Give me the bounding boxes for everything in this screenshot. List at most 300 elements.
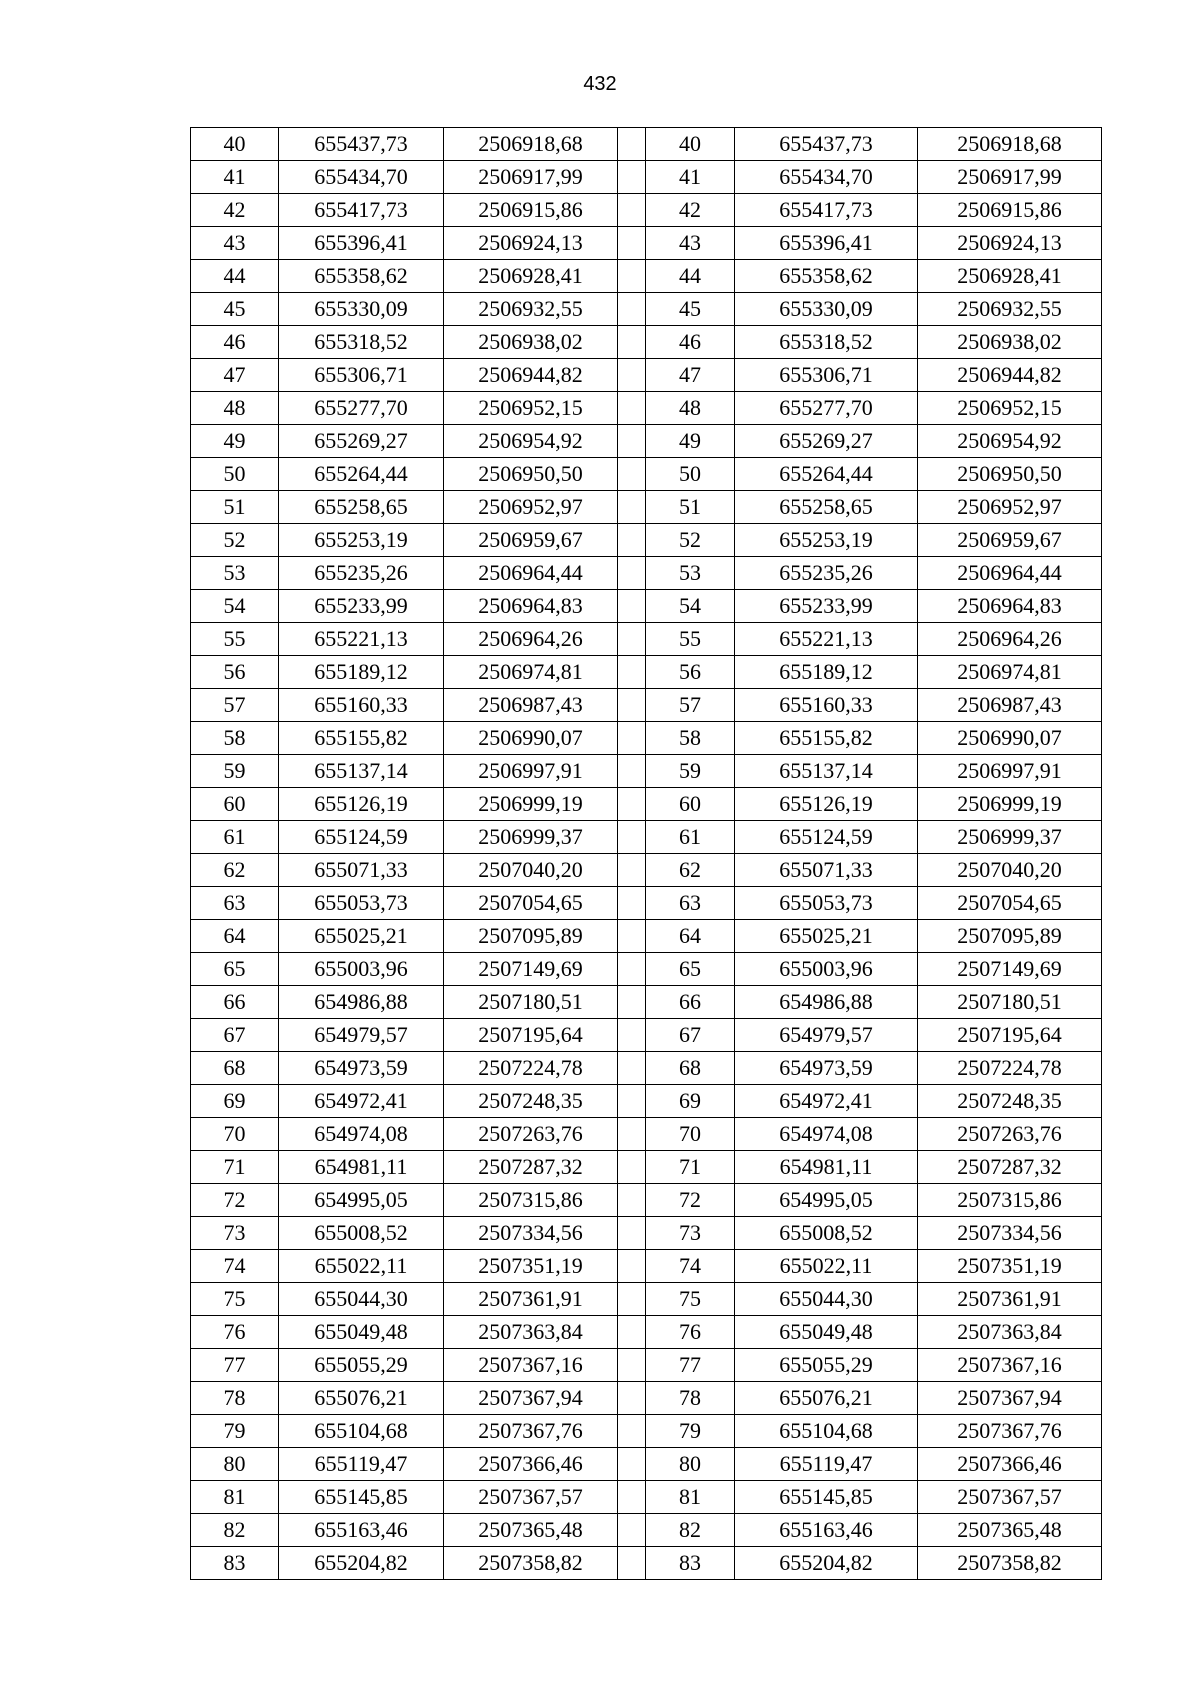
table-row	[191, 623, 1102, 656]
left-y-coordinate-cell: 2506928,41	[444, 260, 618, 293]
left-x-coordinate-cell: 654995,05	[279, 1184, 444, 1217]
right-point-number-cell: 43	[646, 227, 735, 260]
left-x-coordinate-cell: 654972,41	[279, 1085, 444, 1118]
right-point-number-cell: 64	[646, 920, 735, 953]
left-x-coordinate-cell: 655221,13	[279, 623, 444, 656]
table-row	[191, 458, 1102, 491]
left-x-coordinate-cell: 655124,59	[279, 821, 444, 854]
empty-separator-cell	[618, 1085, 646, 1118]
right-x-coordinate-cell: 654974,08	[735, 1118, 918, 1151]
right-x-coordinate-cell: 655437,73	[735, 128, 918, 161]
right-x-coordinate-cell: 655053,73	[735, 887, 918, 920]
empty-separator-cell	[618, 1151, 646, 1184]
right-y-coordinate-cell: 2507180,51	[918, 986, 1102, 1019]
left-point-number-cell: 52	[191, 524, 279, 557]
right-point-number-cell: 49	[646, 425, 735, 458]
left-point-number-cell: 79	[191, 1415, 279, 1448]
empty-separator-cell	[618, 1547, 646, 1580]
right-y-coordinate-cell: 2506924,13	[918, 227, 1102, 260]
left-y-coordinate-cell: 2507040,20	[444, 854, 618, 887]
left-point-number-cell: 58	[191, 722, 279, 755]
left-point-number-cell: 82	[191, 1514, 279, 1547]
right-point-number-cell: 72	[646, 1184, 735, 1217]
table-row	[191, 953, 1102, 986]
left-y-coordinate-cell: 2507351,19	[444, 1250, 618, 1283]
right-point-number-cell: 71	[646, 1151, 735, 1184]
left-y-coordinate-cell: 2507363,84	[444, 1316, 618, 1349]
right-x-coordinate-cell: 655235,26	[735, 557, 918, 590]
left-x-coordinate-cell: 655145,85	[279, 1481, 444, 1514]
left-x-coordinate-cell: 655258,65	[279, 491, 444, 524]
empty-separator-cell	[618, 1415, 646, 1448]
empty-separator-cell	[618, 425, 646, 458]
left-point-number-cell: 68	[191, 1052, 279, 1085]
empty-separator-cell	[618, 161, 646, 194]
right-y-coordinate-cell: 2507365,48	[918, 1514, 1102, 1547]
left-y-coordinate-cell: 2507367,94	[444, 1382, 618, 1415]
right-y-coordinate-cell: 2506952,15	[918, 392, 1102, 425]
left-y-coordinate-cell: 2507358,82	[444, 1547, 618, 1580]
right-point-number-cell: 40	[646, 128, 735, 161]
empty-separator-cell	[618, 722, 646, 755]
table-row	[191, 920, 1102, 953]
left-point-number-cell: 66	[191, 986, 279, 1019]
right-point-number-cell: 46	[646, 326, 735, 359]
table-row	[191, 194, 1102, 227]
left-x-coordinate-cell: 655253,19	[279, 524, 444, 557]
table-row	[191, 1316, 1102, 1349]
left-x-coordinate-cell: 654974,08	[279, 1118, 444, 1151]
left-x-coordinate-cell: 655071,33	[279, 854, 444, 887]
left-x-coordinate-cell: 655163,46	[279, 1514, 444, 1547]
right-point-number-cell: 82	[646, 1514, 735, 1547]
left-x-coordinate-cell: 655119,47	[279, 1448, 444, 1481]
right-y-coordinate-cell: 2506954,92	[918, 425, 1102, 458]
table-row	[191, 1283, 1102, 1316]
table-row	[191, 1415, 1102, 1448]
right-y-coordinate-cell: 2506964,44	[918, 557, 1102, 590]
right-y-coordinate-cell: 2507367,57	[918, 1481, 1102, 1514]
table-row	[191, 1085, 1102, 1118]
left-point-number-cell: 40	[191, 128, 279, 161]
left-x-coordinate-cell: 655053,73	[279, 887, 444, 920]
right-y-coordinate-cell: 2507363,84	[918, 1316, 1102, 1349]
left-y-coordinate-cell: 2507315,86	[444, 1184, 618, 1217]
right-y-coordinate-cell: 2507358,82	[918, 1547, 1102, 1580]
left-x-coordinate-cell: 655155,82	[279, 722, 444, 755]
right-x-coordinate-cell: 655204,82	[735, 1547, 918, 1580]
right-x-coordinate-cell: 655137,14	[735, 755, 918, 788]
right-point-number-cell: 79	[646, 1415, 735, 1448]
empty-separator-cell	[618, 194, 646, 227]
right-point-number-cell: 75	[646, 1283, 735, 1316]
right-y-coordinate-cell: 2507334,56	[918, 1217, 1102, 1250]
empty-separator-cell	[618, 458, 646, 491]
right-x-coordinate-cell: 655189,12	[735, 656, 918, 689]
table-row	[191, 656, 1102, 689]
right-y-coordinate-cell: 2507367,76	[918, 1415, 1102, 1448]
right-y-coordinate-cell: 2507367,94	[918, 1382, 1102, 1415]
left-y-coordinate-cell: 2507224,78	[444, 1052, 618, 1085]
empty-separator-cell	[618, 1349, 646, 1382]
left-point-number-cell: 44	[191, 260, 279, 293]
right-x-coordinate-cell: 655008,52	[735, 1217, 918, 1250]
right-x-coordinate-cell: 655003,96	[735, 953, 918, 986]
right-y-coordinate-cell: 2506928,41	[918, 260, 1102, 293]
left-x-coordinate-cell: 655160,33	[279, 689, 444, 722]
table-row	[191, 986, 1102, 1019]
empty-separator-cell	[618, 524, 646, 557]
left-point-number-cell: 73	[191, 1217, 279, 1250]
right-point-number-cell: 80	[646, 1448, 735, 1481]
table-row	[191, 1481, 1102, 1514]
empty-separator-cell	[618, 821, 646, 854]
left-point-number-cell: 63	[191, 887, 279, 920]
table-row	[191, 392, 1102, 425]
left-x-coordinate-cell: 655049,48	[279, 1316, 444, 1349]
left-point-number-cell: 41	[191, 161, 279, 194]
left-x-coordinate-cell: 655104,68	[279, 1415, 444, 1448]
table-row	[191, 1547, 1102, 1580]
right-x-coordinate-cell: 655253,19	[735, 524, 918, 557]
left-x-coordinate-cell: 655269,27	[279, 425, 444, 458]
left-point-number-cell: 69	[191, 1085, 279, 1118]
left-point-number-cell: 67	[191, 1019, 279, 1052]
table-row	[191, 128, 1102, 161]
left-point-number-cell: 42	[191, 194, 279, 227]
table-row	[191, 524, 1102, 557]
empty-separator-cell	[618, 1448, 646, 1481]
right-x-coordinate-cell: 655306,71	[735, 359, 918, 392]
right-y-coordinate-cell: 2506999,37	[918, 821, 1102, 854]
table-row	[191, 293, 1102, 326]
empty-separator-cell	[618, 359, 646, 392]
table-row	[191, 1448, 1102, 1481]
table-row	[191, 491, 1102, 524]
right-y-coordinate-cell: 2506987,43	[918, 689, 1102, 722]
table-row	[191, 788, 1102, 821]
right-x-coordinate-cell: 654995,05	[735, 1184, 918, 1217]
left-y-coordinate-cell: 2506924,13	[444, 227, 618, 260]
right-point-number-cell: 83	[646, 1547, 735, 1580]
left-point-number-cell: 55	[191, 623, 279, 656]
empty-separator-cell	[618, 1118, 646, 1151]
right-x-coordinate-cell: 655044,30	[735, 1283, 918, 1316]
table-row	[191, 1151, 1102, 1184]
right-point-number-cell: 67	[646, 1019, 735, 1052]
right-point-number-cell: 62	[646, 854, 735, 887]
left-point-number-cell: 78	[191, 1382, 279, 1415]
left-y-coordinate-cell: 2506932,55	[444, 293, 618, 326]
left-y-coordinate-cell: 2507361,91	[444, 1283, 618, 1316]
right-x-coordinate-cell: 654973,59	[735, 1052, 918, 1085]
left-y-coordinate-cell: 2506987,43	[444, 689, 618, 722]
right-x-coordinate-cell: 655269,27	[735, 425, 918, 458]
right-point-number-cell: 73	[646, 1217, 735, 1250]
right-y-coordinate-cell: 2506959,67	[918, 524, 1102, 557]
right-y-coordinate-cell: 2506950,50	[918, 458, 1102, 491]
right-point-number-cell: 81	[646, 1481, 735, 1514]
empty-separator-cell	[618, 1052, 646, 1085]
left-x-coordinate-cell: 655022,11	[279, 1250, 444, 1283]
left-x-coordinate-cell: 655126,19	[279, 788, 444, 821]
left-y-coordinate-cell: 2507180,51	[444, 986, 618, 1019]
left-x-coordinate-cell: 655044,30	[279, 1283, 444, 1316]
left-point-number-cell: 59	[191, 755, 279, 788]
right-y-coordinate-cell: 2506917,99	[918, 161, 1102, 194]
left-y-coordinate-cell: 2506964,83	[444, 590, 618, 623]
left-y-coordinate-cell: 2506944,82	[444, 359, 618, 392]
right-y-coordinate-cell: 2507366,46	[918, 1448, 1102, 1481]
left-x-coordinate-cell: 655417,73	[279, 194, 444, 227]
left-point-number-cell: 60	[191, 788, 279, 821]
right-x-coordinate-cell: 655071,33	[735, 854, 918, 887]
right-y-coordinate-cell: 2506938,02	[918, 326, 1102, 359]
left-x-coordinate-cell: 655025,21	[279, 920, 444, 953]
left-point-number-cell: 48	[191, 392, 279, 425]
table-row	[191, 359, 1102, 392]
right-x-coordinate-cell: 655318,52	[735, 326, 918, 359]
left-point-number-cell: 76	[191, 1316, 279, 1349]
left-x-coordinate-cell: 655055,29	[279, 1349, 444, 1382]
left-x-coordinate-cell: 654979,57	[279, 1019, 444, 1052]
empty-separator-cell	[618, 1283, 646, 1316]
right-x-coordinate-cell: 655330,09	[735, 293, 918, 326]
right-point-number-cell: 78	[646, 1382, 735, 1415]
left-x-coordinate-cell: 655434,70	[279, 161, 444, 194]
left-point-number-cell: 61	[191, 821, 279, 854]
left-y-coordinate-cell: 2507149,69	[444, 953, 618, 986]
right-x-coordinate-cell: 655417,73	[735, 194, 918, 227]
left-x-coordinate-cell: 655189,12	[279, 656, 444, 689]
right-x-coordinate-cell: 655076,21	[735, 1382, 918, 1415]
table-row	[191, 425, 1102, 458]
left-x-coordinate-cell: 655137,14	[279, 755, 444, 788]
left-x-coordinate-cell: 655076,21	[279, 1382, 444, 1415]
right-y-coordinate-cell: 2507195,64	[918, 1019, 1102, 1052]
left-x-coordinate-cell: 655003,96	[279, 953, 444, 986]
right-y-coordinate-cell: 2507361,91	[918, 1283, 1102, 1316]
right-x-coordinate-cell: 655055,29	[735, 1349, 918, 1382]
empty-separator-cell	[618, 1316, 646, 1349]
empty-separator-cell	[618, 920, 646, 953]
right-x-coordinate-cell: 655119,47	[735, 1448, 918, 1481]
empty-separator-cell	[618, 623, 646, 656]
left-y-coordinate-cell: 2506954,92	[444, 425, 618, 458]
empty-separator-cell	[618, 1382, 646, 1415]
left-point-number-cell: 81	[191, 1481, 279, 1514]
left-y-coordinate-cell: 2506999,37	[444, 821, 618, 854]
left-point-number-cell: 77	[191, 1349, 279, 1382]
table-row	[191, 1382, 1102, 1415]
left-y-coordinate-cell: 2507054,65	[444, 887, 618, 920]
right-point-number-cell: 53	[646, 557, 735, 590]
left-y-coordinate-cell: 2506990,07	[444, 722, 618, 755]
left-point-number-cell: 53	[191, 557, 279, 590]
table-row	[191, 1184, 1102, 1217]
table-row	[191, 1250, 1102, 1283]
empty-separator-cell	[618, 260, 646, 293]
right-point-number-cell: 57	[646, 689, 735, 722]
left-point-number-cell: 72	[191, 1184, 279, 1217]
right-y-coordinate-cell: 2506999,19	[918, 788, 1102, 821]
empty-separator-cell	[618, 590, 646, 623]
table-row	[191, 557, 1102, 590]
right-y-coordinate-cell: 2506952,97	[918, 491, 1102, 524]
right-point-number-cell: 61	[646, 821, 735, 854]
right-y-coordinate-cell: 2506918,68	[918, 128, 1102, 161]
coordinates-table	[190, 127, 1102, 1580]
table-row	[191, 1052, 1102, 1085]
left-y-coordinate-cell: 2506915,86	[444, 194, 618, 227]
right-x-coordinate-cell: 655155,82	[735, 722, 918, 755]
empty-separator-cell	[618, 986, 646, 1019]
right-point-number-cell: 44	[646, 260, 735, 293]
left-point-number-cell: 62	[191, 854, 279, 887]
right-point-number-cell: 68	[646, 1052, 735, 1085]
table-row	[191, 1118, 1102, 1151]
left-point-number-cell: 47	[191, 359, 279, 392]
right-x-coordinate-cell: 654979,57	[735, 1019, 918, 1052]
right-x-coordinate-cell: 655163,46	[735, 1514, 918, 1547]
left-y-coordinate-cell: 2506952,97	[444, 491, 618, 524]
right-x-coordinate-cell: 655358,62	[735, 260, 918, 293]
right-y-coordinate-cell: 2507287,32	[918, 1151, 1102, 1184]
empty-separator-cell	[618, 1514, 646, 1547]
right-point-number-cell: 50	[646, 458, 735, 491]
table-row	[191, 1514, 1102, 1547]
right-y-coordinate-cell: 2507263,76	[918, 1118, 1102, 1151]
left-y-coordinate-cell: 2507248,35	[444, 1085, 618, 1118]
right-y-coordinate-cell: 2507054,65	[918, 887, 1102, 920]
table-row	[191, 689, 1102, 722]
right-x-coordinate-cell: 655025,21	[735, 920, 918, 953]
right-point-number-cell: 56	[646, 656, 735, 689]
right-point-number-cell: 54	[646, 590, 735, 623]
right-x-coordinate-cell: 655264,44	[735, 458, 918, 491]
right-y-coordinate-cell: 2506990,07	[918, 722, 1102, 755]
left-point-number-cell: 49	[191, 425, 279, 458]
empty-separator-cell	[618, 557, 646, 590]
left-point-number-cell: 46	[191, 326, 279, 359]
right-x-coordinate-cell: 655022,11	[735, 1250, 918, 1283]
right-x-coordinate-cell: 655104,68	[735, 1415, 918, 1448]
left-x-coordinate-cell: 655306,71	[279, 359, 444, 392]
left-point-number-cell: 57	[191, 689, 279, 722]
left-x-coordinate-cell: 655330,09	[279, 293, 444, 326]
right-y-coordinate-cell: 2507149,69	[918, 953, 1102, 986]
right-point-number-cell: 69	[646, 1085, 735, 1118]
left-point-number-cell: 65	[191, 953, 279, 986]
empty-separator-cell	[618, 227, 646, 260]
left-y-coordinate-cell: 2507367,57	[444, 1481, 618, 1514]
left-point-number-cell: 71	[191, 1151, 279, 1184]
right-x-coordinate-cell: 655434,70	[735, 161, 918, 194]
right-x-coordinate-cell: 655124,59	[735, 821, 918, 854]
right-point-number-cell: 58	[646, 722, 735, 755]
empty-separator-cell	[618, 1019, 646, 1052]
table-row	[191, 260, 1102, 293]
empty-separator-cell	[618, 128, 646, 161]
empty-separator-cell	[618, 293, 646, 326]
empty-separator-cell	[618, 656, 646, 689]
right-y-coordinate-cell: 2507351,19	[918, 1250, 1102, 1283]
right-y-coordinate-cell: 2506974,81	[918, 656, 1102, 689]
left-x-coordinate-cell: 655008,52	[279, 1217, 444, 1250]
right-point-number-cell: 52	[646, 524, 735, 557]
table-row	[191, 821, 1102, 854]
left-x-coordinate-cell: 655437,73	[279, 128, 444, 161]
left-point-number-cell: 83	[191, 1547, 279, 1580]
left-point-number-cell: 75	[191, 1283, 279, 1316]
left-x-coordinate-cell: 655396,41	[279, 227, 444, 260]
empty-separator-cell	[618, 1481, 646, 1514]
coordinates-table-body	[191, 128, 1102, 1580]
left-y-coordinate-cell: 2506974,81	[444, 656, 618, 689]
table-row	[191, 722, 1102, 755]
left-point-number-cell: 56	[191, 656, 279, 689]
table-row	[191, 755, 1102, 788]
table-row	[191, 590, 1102, 623]
right-y-coordinate-cell: 2507248,35	[918, 1085, 1102, 1118]
right-x-coordinate-cell: 655396,41	[735, 227, 918, 260]
left-y-coordinate-cell: 2506964,26	[444, 623, 618, 656]
left-point-number-cell: 54	[191, 590, 279, 623]
right-y-coordinate-cell: 2506944,82	[918, 359, 1102, 392]
right-x-coordinate-cell: 655126,19	[735, 788, 918, 821]
left-y-coordinate-cell: 2506999,19	[444, 788, 618, 821]
right-point-number-cell: 48	[646, 392, 735, 425]
right-point-number-cell: 70	[646, 1118, 735, 1151]
left-point-number-cell: 64	[191, 920, 279, 953]
left-point-number-cell: 80	[191, 1448, 279, 1481]
right-y-coordinate-cell: 2506964,26	[918, 623, 1102, 656]
right-x-coordinate-cell: 655145,85	[735, 1481, 918, 1514]
right-x-coordinate-cell: 655258,65	[735, 491, 918, 524]
left-y-coordinate-cell: 2506950,50	[444, 458, 618, 491]
empty-separator-cell	[618, 1217, 646, 1250]
empty-separator-cell	[618, 392, 646, 425]
left-x-coordinate-cell: 654986,88	[279, 986, 444, 1019]
empty-separator-cell	[618, 1184, 646, 1217]
left-point-number-cell: 43	[191, 227, 279, 260]
right-point-number-cell: 65	[646, 953, 735, 986]
left-y-coordinate-cell: 2506917,99	[444, 161, 618, 194]
right-y-coordinate-cell: 2506915,86	[918, 194, 1102, 227]
right-y-coordinate-cell: 2507315,86	[918, 1184, 1102, 1217]
right-point-number-cell: 77	[646, 1349, 735, 1382]
right-y-coordinate-cell: 2507367,16	[918, 1349, 1102, 1382]
left-y-coordinate-cell: 2506964,44	[444, 557, 618, 590]
table-row	[191, 1349, 1102, 1382]
left-point-number-cell: 74	[191, 1250, 279, 1283]
left-y-coordinate-cell: 2506938,02	[444, 326, 618, 359]
right-point-number-cell: 74	[646, 1250, 735, 1283]
right-y-coordinate-cell: 2507095,89	[918, 920, 1102, 953]
right-point-number-cell: 47	[646, 359, 735, 392]
right-point-number-cell: 41	[646, 161, 735, 194]
right-point-number-cell: 63	[646, 887, 735, 920]
right-point-number-cell: 51	[646, 491, 735, 524]
left-x-coordinate-cell: 654981,11	[279, 1151, 444, 1184]
left-x-coordinate-cell: 655277,70	[279, 392, 444, 425]
left-y-coordinate-cell: 2506952,15	[444, 392, 618, 425]
right-x-coordinate-cell: 654981,11	[735, 1151, 918, 1184]
right-point-number-cell: 76	[646, 1316, 735, 1349]
empty-separator-cell	[618, 887, 646, 920]
table-row	[191, 1217, 1102, 1250]
empty-separator-cell	[618, 854, 646, 887]
